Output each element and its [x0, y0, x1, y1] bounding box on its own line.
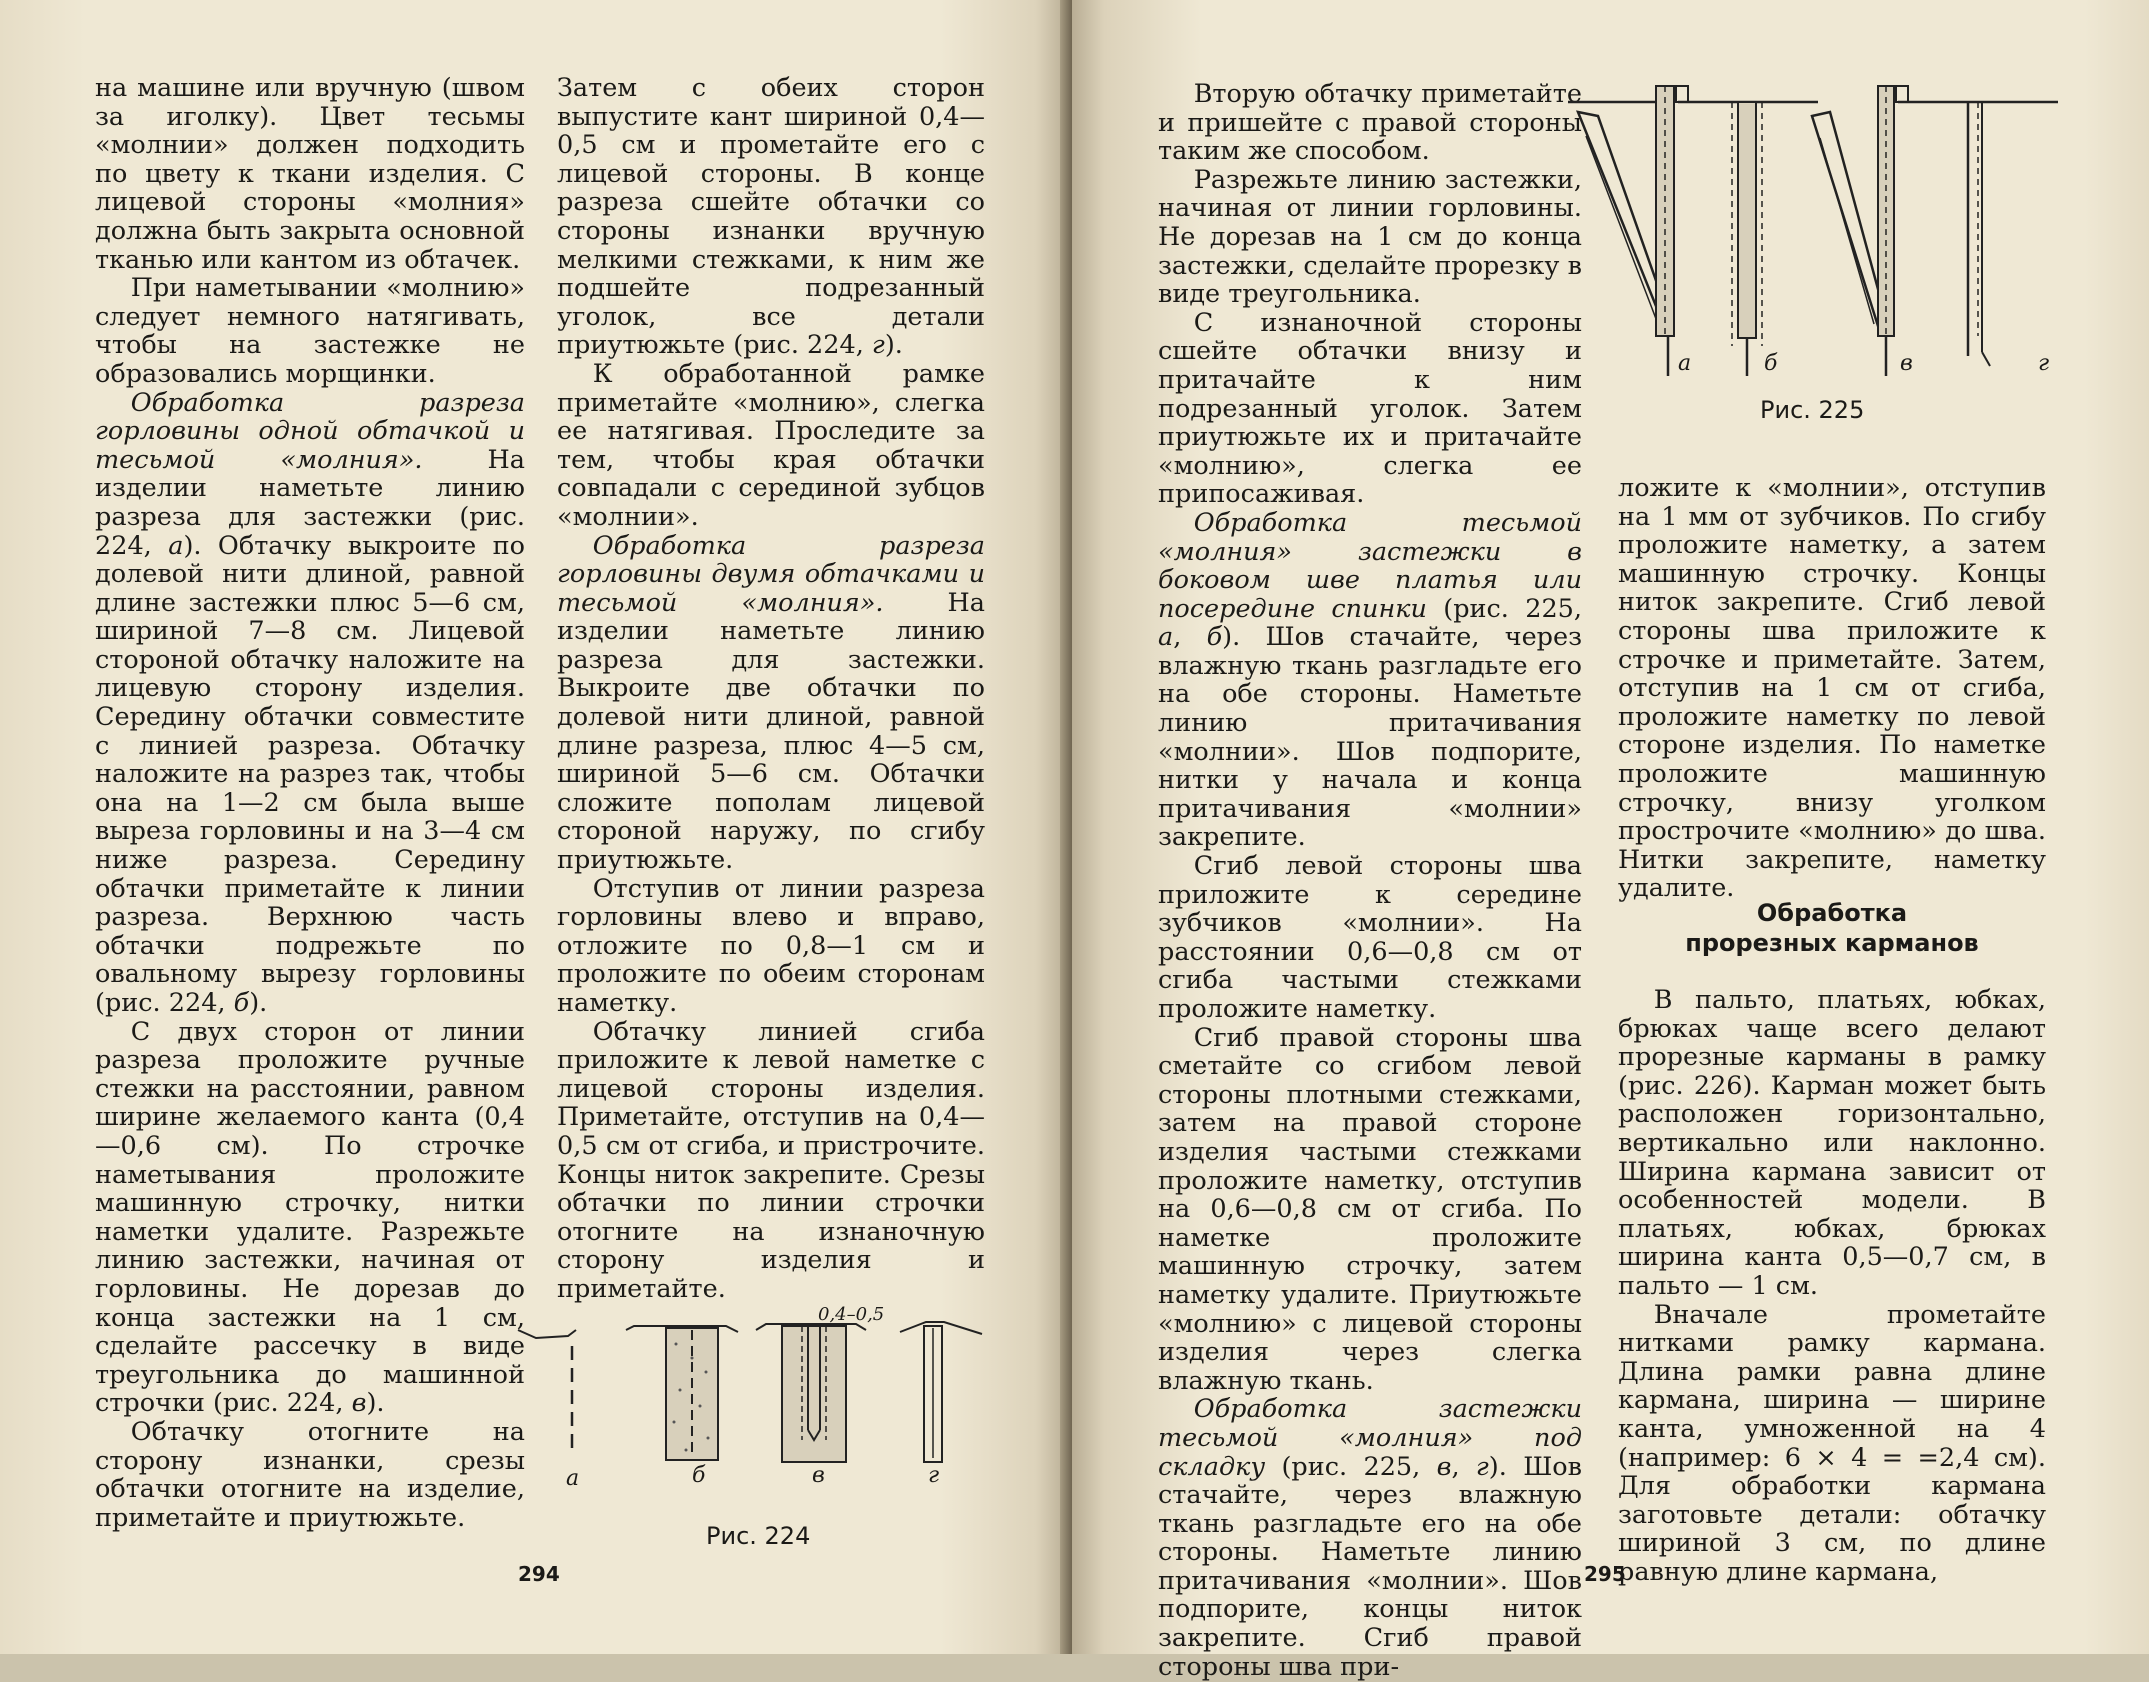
left-col2-paragraph: Обтачку линией сгиба приложите к левой наметке с лицевой стороны изделия. Приметайте, отступив на 0,4—0,5 см от сгиба, и пристрочите. Концы ниток закрепите. Срезы обтачки по линии строчки отогните на изнаночную сторону изделия и приметайте. [557, 1016, 985, 1304]
figure-225-label-g: г [2038, 351, 2050, 376]
section-heading [1618, 898, 2046, 958]
left-col1-paragraph: При наметывании «молнию» следует немного натягивать, чтобы на застежке не образовались морщинки. [95, 273, 525, 389]
right-col1-paragraph: С изнаночной стороны сшейте обтачки внизу и притачайте к ним подрезанный уголок. Затем приутюжьте их и притачайте «молнию», слегка ее припосаживая. [1158, 307, 1582, 510]
left-column-1 [95, 74, 525, 1532]
left-col1-paragraph: Обтачку отогните на сторону изнанки, срезы обтачки отогните на изделие, приметайте и приутюжьте. [95, 1416, 525, 1533]
right-column-2-continued [1618, 986, 2046, 1586]
figure-225-caption: Рис. 225 [1760, 396, 1865, 424]
right-page-number: 295 [1584, 1562, 1626, 1586]
right-column-2 [1618, 474, 2046, 903]
left-page [0, 0, 1068, 1654]
left-col2-paragraph: Обработка разреза горловины двумя обтачками и тесьмой «молния». На изделии наметьте линию разреза для застежки. Выкроите две обтачки по долевой нити длиной, равной длине разреза, плюс 4—5 см, шириной 5—6 см. Обтачки сложите пополам лицевой стороной наружу, по сгибу приутюжьте. [557, 530, 985, 876]
left-col1-paragraph: С двух сторон от линии разреза проложите ручные стежки на расстоянии, равном ширине желаемого канта (0,4—0,6 см). По строчке наметывания проложите машинную строчку, нитки наметки удалите. Разрежьте линию застежки, начиная от горловины. Не дорезав до конца застежки на 1 см, сделайте рассечку в виде треугольника до машинной строчки (рис. 224, в). [95, 1016, 525, 1419]
section-heading-line-1: Обработка [1756, 899, 1908, 927]
left-col2-paragraph: К обработанной рамке приметайте «молнию», слегка ее натягивая. Проследите за тем, чтобы края обтачки совпадали с серединой зубцов «молнии». [557, 358, 985, 532]
right-page [1072, 0, 2149, 1682]
figure-225-label-v: в [1900, 351, 1913, 376]
right-col2b-paragraph: Вначале прометайте нитками рамку кармана. Длина рамки равна длине кармана, ширина — ширине канта, умноженной на 4 (например: 6 × 4 = =2,4 см). Для обработки кармана заготовьте детали: обтачку шириной 3 см, по длине равную длине кармана, [1618, 1299, 2046, 1587]
left-page-number: 294 [518, 1562, 560, 1586]
right-col1-paragraph: Вторую обтачку приметайте и пришейте с правой стороны таким же способом. [1158, 79, 1582, 167]
right-col1-paragraph: Сгиб левой стороны шва приложите к середине зубчиков «молнии». На расстоянии 0,6—0,8 см от сгиба частыми стежками проложите наметку. [1158, 851, 1582, 1024]
right-column-1 [1158, 80, 1582, 1681]
figure-224-dimension: 0,4–0,5 [818, 1304, 885, 1325]
figure-224-label-a: а [566, 1466, 580, 1491]
figure-224 [516, 1304, 986, 1491]
right-col1-paragraph: Обработка тесьмой «молния» застежки в боковом шве платья или посередине спинки (рис. 225, а, б). Шов стачайте, через влажную ткань разгладьте его на обе стороны. Наметьте линию притачивания «молнии». Шов подпорите, нитки у начала и конца притачивания «молнии» закрепите. [1158, 507, 1583, 853]
figure-224-label-g: г [928, 1463, 940, 1488]
figure-225 [1568, 76, 2068, 376]
right-col2b-paragraph: В пальто, платьях, юбках, брюках чаще всего делают прорезные карманы в рамку (рис. 226). Карман может быть расположен горизонтально, вертикально или наклонно. Ширина кармана зависит от особенностей модели. В платьях, юбках, брюках ширина канта 0,5—0,7 см, в пальто — 1 см. [1618, 985, 2046, 1301]
figure-225-label-a: а [1678, 351, 1692, 376]
section-heading-line-2: прорезных карманов [1685, 929, 1979, 957]
right-col2-paragraph: ложите к «молнии», отступив на 1 мм от зубчиков. По сгибу проложите наметку, а затем машинную строчку. Концы ниток закрепите. Сгиб левой стороны шва приложите к строчке и приметайте. Затем, отступив на 1 см от сгиба, проложите наметку по левой стороне изделия. По наметке проложите машинную строчку, внизу уголком прострочите «молнию» до шва. Нитки закрепите, наметку удалите. [1618, 473, 2046, 904]
left-column-2 [557, 74, 985, 1304]
left-col1-paragraph: на машине или вручную (швом за иголку). Цвет тесьмы «молнии» должен подходить по цвету к ткани изделия. С лицевой стороны «молния» должна быть закрыта основной тканью или кантом из обтачек. [95, 73, 525, 275]
left-col1-paragraph: Обработка разреза горловины одной обтачкой и тесьмой «молния». На изделии наметьте линию разреза для застежки (рис. 224, а). Обтачку выкроите по долевой нити длиной, равной длине застежки плюс 5—6 см, шириной 7—8 см. Лицевой стороной обтачку наложите на лицевую сторону изделия. Середину обтачки совместите с линией разреза. Обтачку наложите на разрез так, чтобы она на 1—2 см была выше выреза горловины и на 3—4 см ниже разреза. Середину обтачки приметайте к линии разреза. Верхнюю часть обтачки подрежьте по овальному вырезу горловины (рис. 224, б). [95, 387, 526, 1018]
right-col1-paragraph: Обработка застежки тесьмой «молния» под складку (рис. 225, в, г). Шов стачайте, через влажную ткань разгладьте его на обе стороны. Наметьте линию притачивания «молнии». Шов подпорите, концы ниток закрепите. Сгиб правой стороны шва при- [1158, 1394, 1583, 1682]
right-col1-paragraph: Разрежьте линию застежки, начиная от линии горловины. Не дорезав на 1 см до конца застежки, сделайте прорезку в виде треугольника. [1158, 164, 1582, 310]
figure-224-label-v: в [812, 1463, 825, 1488]
figure-224-label-b: б [692, 1463, 706, 1488]
right-col1-paragraph: Сгиб правой стороны шва сметайте со сгибом левой стороны плотными стежками, затем на правой стороне изделия частыми стежками проложите наметку, отступив на 0,6—0,8 см от сгиба. По наметке проложите машинную строчку, затем наметку удалите. Приутюжьте «молнию» с лицевой стороны изделия через слегка влажную ткань. [1158, 1022, 1582, 1396]
left-col2-paragraph: Затем с обеих сторон выпустите кант шириной 0,4—0,5 см и прометайте его с лицевой стороны. В конце разреза сшейте обтачки со стороны изнанки вручную мелкими стежками, к ним же подшейте подрезанный уголок, все детали приутюжьте (рис. 224, г). [557, 73, 985, 361]
left-col2-paragraph: Отступив от линии разреза горловины влево и вправо, отложите по 0,8—1 см и проложите по обеим сторонам наметку. [557, 873, 985, 1018]
figure-225-label-b: б [1764, 351, 1778, 376]
figure-224-caption: Рис. 224 [706, 1522, 811, 1550]
